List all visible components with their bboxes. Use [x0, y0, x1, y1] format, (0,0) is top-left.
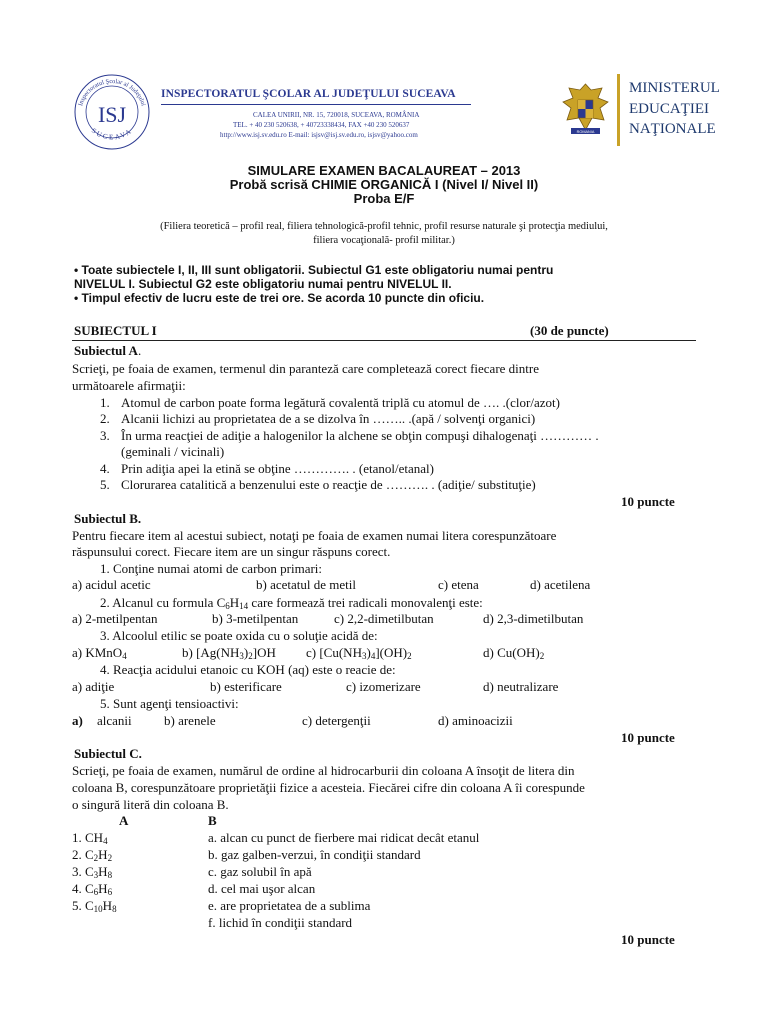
ministry-line-3: NAŢIONALE	[629, 121, 716, 137]
q3-option-a	[72, 645, 127, 661]
section-a-item-text: În urma reacţiei de adiţie a halogenilor la alchene se obţin compuşi dihalogenaţi ………… .	[121, 428, 599, 443]
isj-logo-icon	[72, 72, 152, 152]
row-a-pre: 2. C	[72, 847, 94, 862]
q2-option-b: b) 3-metilpentan	[212, 611, 299, 626]
q2-stem-post: care formează trei radicali monovalenţi este:	[248, 595, 483, 610]
row-a-mid: H	[98, 881, 108, 896]
q4-stem: 4. Reacţia acidului etanoic cu KOH (aq) este o reacie de:	[100, 662, 396, 677]
instruction-line-2: NIVELUL I. Subiectul G2 este obligatoriu numai pentru NIVELUL II.	[74, 277, 452, 291]
section-b-intro-1: Pentru fiecare item al acestui subiect, notaţi pe foaia de examen numai litera corespunzătoare	[72, 528, 557, 543]
section-c-intro-2: coloana B, corespunzătoare proprietăţii fizice a acesteia. Fiecărei cifre din coloana A îi corespunde	[72, 780, 585, 795]
q3-a-pre: a) KMnO	[72, 645, 123, 660]
column-b-row: c. gaz solubil în apă	[208, 864, 312, 879]
row-a-mid: H	[102, 898, 113, 913]
q3-c-mid: )	[366, 645, 371, 660]
ministry-line-2: EDUCAŢIEI	[629, 101, 709, 117]
section-a-item-text: Prin adiţia apei la etină se obţine …………. . (etanol/etanal)	[121, 461, 434, 476]
row-a-sub2: 6	[107, 887, 113, 897]
row-a-mid: H	[98, 864, 108, 879]
row-a-sub2: 8	[112, 904, 117, 914]
instruction-line-3: • Timpul efectiv de lucru este de trei ore. Se acorda 10 puncte din oficiu.	[74, 291, 485, 305]
q3-b-post: )	[243, 645, 249, 660]
q3-d-sub: 2	[539, 651, 545, 661]
row-a-sub2: 8	[107, 870, 113, 880]
item-number: 2.	[100, 411, 110, 426]
q2-sub-1: 6	[225, 601, 230, 611]
ministry-line-1: MINISTERUL	[629, 80, 720, 96]
column-b-row: d. cel mai uşor alcan	[208, 881, 316, 896]
section-c-intro-3: o singură literă din coloana B.	[72, 797, 229, 812]
q3-stem: 3. Alcoolul etilic se poate oxida cu o soluţie acidă de:	[100, 628, 378, 643]
romania-crest	[558, 78, 613, 142]
q3-c-pre: c) [Cu(NH	[306, 645, 362, 660]
column-b-row: f. lichid în condiţii standard	[208, 915, 353, 930]
column-a-row	[72, 864, 112, 880]
section-a-item	[100, 411, 110, 427]
q1-option-b: b) acetatul de metil	[256, 577, 356, 592]
q3-option-c	[306, 645, 412, 661]
section-b-intro-2: răspunsului corect. Fiecare item are un singur răspuns corect.	[72, 544, 391, 559]
section-b-points: 10 puncte	[621, 730, 675, 745]
section-b-heading: Subiectul B.	[74, 511, 142, 526]
q1-stem: 1. Conţine numai atomi de carbon primari:	[100, 561, 323, 576]
column-b-row: a. alcan cu punct de fierbere mai ridicat decât etanul	[208, 830, 480, 845]
section-a-item-text: Clorurarea catalitică a benzenului este o reacţie de ………. . (adiţie/ substituţie)	[121, 477, 536, 492]
section-c-heading: Subiectul C.	[74, 746, 142, 761]
q1-option-a: a) acidul acetic	[72, 577, 151, 592]
exam-proba: Proba E/F	[353, 191, 415, 206]
q3-c-sub3: 2	[407, 651, 412, 661]
address-line-3: http://www.isj.sv.edu.ro E-mail: isjsv@isj.sv.edu.ro, isjsv@yahoo.com	[220, 131, 418, 139]
column-b-row: e. are proprietatea de a sublima	[208, 898, 371, 913]
crest-banner-text: ROMANIA	[576, 130, 595, 134]
q2-option-d: d) 2,3-dimetilbutan	[483, 611, 584, 626]
row-a-sub: 10	[93, 904, 103, 914]
subiectul-i-heading: SUBIECTUL I	[74, 323, 157, 338]
section-a-item-text: Atomul de carbon poate forma legătură covalentă triplă cu atomul de …. .(clor/azot)	[121, 395, 560, 410]
header-rule	[161, 104, 471, 105]
q3-option-d	[483, 645, 544, 661]
q4-option-a: a) adiţie	[72, 679, 115, 694]
section-a-points: 10 puncte	[621, 494, 675, 509]
item-number: 5.	[100, 477, 110, 492]
row-a-mid: H	[98, 847, 108, 862]
row-a-sub: 3	[93, 870, 99, 880]
logo-ring-bottom-text: SUCEAVA	[89, 126, 135, 142]
q4-option-c: c) izomerizare	[346, 679, 421, 694]
address-line-1: CALEA UNIRII, NR. 15, 720018, SUCEAVA, ROMÂNIA	[253, 111, 420, 119]
q5-option-a: alcanii	[97, 713, 132, 728]
profile-note-1: (Filiera teoretică – profil real, filiera tehnologică-profil tehnic, profil resurse naturale şi protecţia mediului,	[160, 221, 608, 232]
q2-option-c: c) 2,2-dimetilbutan	[334, 611, 434, 626]
row-a-sub: 6	[93, 887, 99, 897]
section-a-item	[100, 395, 110, 411]
column-a-header: A	[119, 813, 129, 828]
q3-b-sub: 3	[239, 651, 244, 661]
q4-option-d: d) neutralizare	[483, 679, 559, 694]
q3-b-end: ]OH	[252, 645, 276, 660]
exam-title: SIMULARE EXAMEN BACALAUREAT – 2013	[247, 163, 521, 178]
q2-sub-2: 14	[239, 601, 249, 611]
q3-b-pre: b) [Ag(NH	[182, 645, 240, 660]
q1-option-c: c) etena	[438, 577, 479, 592]
row-a-pre: 3. C	[72, 864, 94, 879]
q1-option-d: d) acetilena	[530, 577, 591, 592]
profile-note-2: filiera vocaţională- profil militar.)	[313, 235, 455, 246]
section-a-heading	[74, 343, 141, 359]
item-number: 4.	[100, 461, 110, 476]
row-a-sub: 2	[93, 853, 99, 863]
section-a-item	[100, 461, 110, 477]
section-a-intro-2: următoarele afirmaţii:	[72, 378, 186, 393]
q5-option-d: d) aminoacizii	[438, 713, 513, 728]
q3-c-sub: 3	[361, 651, 367, 661]
row-a-sub2: 2	[107, 853, 113, 863]
svg-text:SUCEAVA	[90, 127, 134, 142]
row-a-pre: 1. CH	[72, 830, 104, 845]
row-a-pre: 5. C	[72, 898, 94, 913]
section-a-item	[100, 477, 110, 493]
logo-letters: ISJ	[97, 102, 127, 127]
isj-logo	[72, 72, 152, 152]
q5-option-b: b) arenele	[164, 713, 216, 728]
row-a-sub: 4	[103, 836, 108, 846]
section-a-heading-text: Subiectul A	[74, 343, 138, 358]
q3-d-pre: d) Cu(OH)	[483, 645, 540, 660]
eagle-crest-icon	[558, 78, 613, 142]
instruction-line-1: • Toate subiectele I, II, III sunt obligatorii. Subiectul G1 este obligatoriu numai pentru	[74, 263, 554, 277]
q3-c-post: ](OH)	[375, 645, 408, 660]
column-a-row	[72, 830, 108, 846]
section-c-intro-1: Scrieţi, pe foaia de examen, numărul de ordine al hidrocarburii din coloana A însoţit de litera din	[72, 763, 575, 778]
item-number: 3.	[100, 428, 110, 443]
q5-option-a-letter: a)	[72, 713, 83, 728]
section-a-item-text: (geminali / vicinali)	[121, 444, 225, 459]
address-line-2: TEL. + 40 230 520638, + 40723338434, FAX +40 230 520637	[233, 121, 410, 129]
section-a-item-text: Alcanii lichizi au proprietatea de a se dizolva în …….. .(apă / solvenţi organici)	[121, 411, 536, 426]
q3-a-sub: 4	[122, 651, 127, 661]
section-c-points: 10 puncte	[621, 932, 675, 947]
section-a-item	[100, 428, 110, 444]
row-a-pre: 4. C	[72, 881, 94, 896]
subiectul-i-rule	[72, 340, 696, 341]
column-a-row	[72, 881, 112, 897]
column-a-row	[72, 847, 112, 863]
q2-stem-pre: 2. Alcanul cu formula C	[100, 595, 226, 610]
section-a-intro-1: Scrieţi, pe foaia de examen, termenul din paranteză care completează corect fiecare dintre	[72, 361, 540, 376]
q5-option-c: c) detergenţii	[302, 713, 371, 728]
q2-mid: H	[229, 595, 240, 610]
q2-option-a: a) 2-metilpentan	[72, 611, 158, 626]
inspectorate-name: INSPECTORATUL ŞCOLAR AL JUDEŢULUI SUCEAVA	[161, 88, 456, 100]
ministry-divider	[617, 74, 620, 146]
column-a-row	[72, 898, 117, 914]
q3-option-b	[182, 645, 276, 661]
column-b-row: b. gaz galben-verzui, în condiţii standard	[208, 847, 421, 862]
item-number: 1.	[100, 395, 110, 410]
column-b-header: B	[208, 813, 217, 828]
exam-subtitle: Probă scrisă CHIMIE ORGANICĂ I (Nivel I/ Nivel II)	[229, 177, 539, 192]
subiectul-i-points: (30 de puncte)	[530, 323, 609, 338]
q4-option-b: b) esterificare	[210, 679, 282, 694]
q2-stem	[100, 595, 483, 611]
q3-c-sub2: 4	[370, 651, 376, 661]
section-a-heading-dot: .	[137, 343, 142, 358]
q3-b-sub2: 2	[248, 651, 253, 661]
logo-ring-top-text: Inspectoratul Şcolar al Judeţului	[77, 77, 147, 107]
q5-stem: 5. Sunt agenţi tensioactivi:	[100, 696, 239, 711]
